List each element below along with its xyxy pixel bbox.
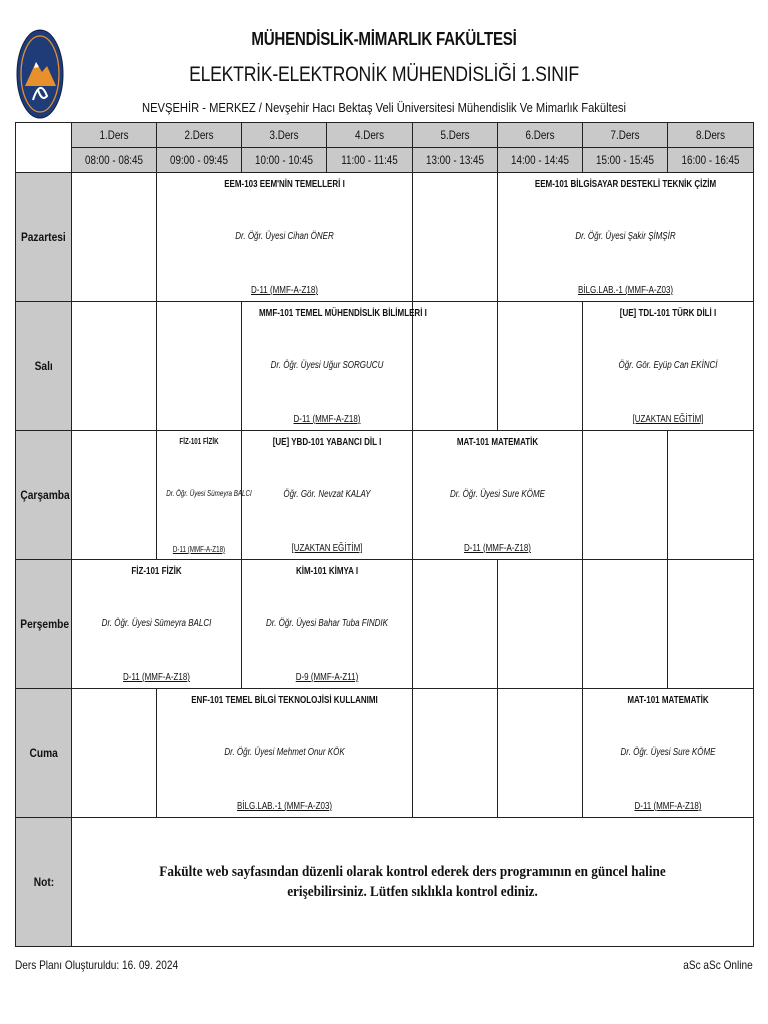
lesson-fri-mat101 <box>583 689 754 818</box>
lesson-title: ENF-101 TEMEL BİLGİ TEKNOLOJİSİ KULLANIMI <box>191 695 378 706</box>
period-8-label: 8.Ders <box>668 123 754 148</box>
class-title: ELEKTRİK-ELEKTRONİK MÜHENDİSLİĞİ 1.SINIF <box>189 63 579 86</box>
period-1-time: 08:00 - 08:45 <box>72 148 157 173</box>
lesson-title: MAT-101 MATEMATİK <box>456 437 539 448</box>
empty-slot <box>583 560 668 689</box>
period-3-label: 3.Ders <box>242 123 327 148</box>
lesson-title: [UE] TDL-101 TÜRK DİLİ I <box>619 308 717 319</box>
empty-slot <box>413 560 498 689</box>
lesson-room: D-11 (MMF-A-Z18) <box>251 285 318 296</box>
empty-slot <box>668 560 754 689</box>
lesson-instructor: Dr. Öğr. Üyesi Sümeyra BALCI <box>166 489 252 498</box>
lesson-instructor: Dr. Öğr. Üyesi Şakir ŞİMŞİR <box>575 231 676 242</box>
period-5-time: 13:00 - 13:45 <box>413 148 498 173</box>
period-1-label: 1.Ders <box>72 123 157 148</box>
lesson-instructor: Öğr. Gör. Nevzat KALAY <box>283 489 371 500</box>
empty-slot <box>498 302 583 431</box>
lesson-fri-enf101 <box>157 689 413 818</box>
lesson-instructor: Dr. Öğr. Üyesi Sure KÖME <box>450 489 545 500</box>
empty-slot <box>157 302 242 431</box>
note-label: Not: <box>16 818 72 947</box>
university-logo <box>16 28 64 120</box>
lesson-room: D-9 (MMF-A-Z11) <box>295 672 359 683</box>
period-4-time: 11:00 - 11:45 <box>327 148 413 173</box>
lesson-title: MMF-101 TEMEL MÜHENDİSLİK BİLİMLERİ I <box>259 308 427 319</box>
lesson-title: EEM-103 EEM'NİN TEMELLERİ I <box>224 179 345 190</box>
lesson-room: [UZAKTAN EĞİTİM] <box>632 414 704 425</box>
empty-slot <box>498 560 583 689</box>
day-friday: Cuma <box>16 689 72 818</box>
period-6-time: 14:00 - 14:45 <box>498 148 583 173</box>
lesson-instructor: Dr. Öğr. Üyesi Bahar Tuba FINDIK <box>266 618 388 629</box>
day-wednesday: Çarşamba <box>16 431 72 560</box>
lesson-wed-ybd101 <box>242 431 413 560</box>
lesson-room: D-11 (MMF-A-Z18) <box>172 545 226 554</box>
lesson-thu-fiz101 <box>72 560 242 689</box>
created-date: Ders Planı Oluşturuldu: 16. 09. 2024 <box>15 958 179 972</box>
lesson-title: FİZ-101 FİZİK <box>179 437 219 446</box>
lesson-instructor: Dr. Öğr. Üyesi Uğur SORGUCU <box>270 360 384 371</box>
lesson-tue-tdl101 <box>583 302 754 431</box>
empty-slot <box>498 689 583 818</box>
period-7-label: 7.Ders <box>583 123 668 148</box>
lesson-instructor: Dr. Öğr. Üyesi Sure KÖME <box>620 747 716 758</box>
lesson-title: EEM-101 BİLGİSAYAR DESTEKLİ TEKNİK ÇİZİM <box>534 179 717 190</box>
lesson-room: BİLG.LAB.-1 (MMF-A-Z03) <box>577 285 674 296</box>
period-2-time: 09:00 - 09:45 <box>157 148 242 173</box>
day-thursday: Perşembe <box>16 560 72 689</box>
lesson-instructor: Öğr. Gör. Eyüp Can EKİNCİ <box>618 360 718 371</box>
lesson-title: [UE] YBD-101 YABANCI DİL I <box>272 437 382 448</box>
lesson-instructor: Dr. Öğr. Üyesi Cihan ÖNER <box>235 231 334 242</box>
day-tuesday: Salı <box>16 302 72 431</box>
campus-subtitle: NEVŞEHİR - MERKEZ / Nevşehir Hacı Bektaş Veli Üniversitesi Mühendislik Ve Mimarlık Fakültesi <box>142 100 626 115</box>
lesson-room: BİLG.LAB.-1 (MMF-A-Z03) <box>236 801 333 812</box>
lesson-instructor: Dr. Öğr. Üyesi Sümeyra BALCI <box>101 618 212 629</box>
faculty-title: MÜHENDİSLİK-MİMARLIK FAKÜLTESİ <box>251 29 517 49</box>
period-3-time: 10:00 - 10:45 <box>242 148 327 173</box>
period-6-label: 6.Ders <box>498 123 583 148</box>
period-5-label: 5.Ders <box>413 123 498 148</box>
software-credit: aSc aSc Online <box>683 958 753 972</box>
lesson-tue-mmf101 <box>242 302 427 431</box>
empty-slot <box>413 302 498 431</box>
day-monday: Pazartesi <box>16 173 72 302</box>
empty-slot <box>413 689 498 818</box>
lesson-wed-fiz101 <box>157 431 252 560</box>
lesson-title: KİM-101 KİMYA I <box>295 566 359 577</box>
period-7-time: 15:00 - 15:45 <box>583 148 668 173</box>
empty-slot <box>583 431 668 560</box>
empty-slot <box>413 173 498 302</box>
lesson-room: D-11 (MMF-A-Z18) <box>464 543 531 554</box>
period-8-time: 16:00 - 16:45 <box>668 148 754 173</box>
period-4-label: 4.Ders <box>327 123 413 148</box>
lesson-instructor: Dr. Öğr. Üyesi Mehmet Onur KÖK <box>224 747 345 758</box>
lesson-mon-eem103 <box>157 173 413 302</box>
lesson-room: [UZAKTAN EĞİTİM] <box>291 543 363 554</box>
lesson-room: D-11 (MMF-A-Z18) <box>123 672 190 683</box>
timetable <box>15 122 754 947</box>
empty-slot <box>72 173 157 302</box>
empty-slot <box>668 431 754 560</box>
lesson-mon-eem101 <box>498 173 754 302</box>
empty-slot <box>72 302 157 431</box>
empty-slot <box>72 689 157 818</box>
lesson-title: FİZ-101 FİZİK <box>131 566 182 577</box>
corner-cell <box>16 123 72 173</box>
lesson-thu-kim101 <box>242 560 413 689</box>
lesson-room: D-11 (MMF-A-Z18) <box>293 414 361 425</box>
lesson-room: D-11 (MMF-A-Z18) <box>634 801 702 812</box>
period-2-label: 2.Ders <box>157 123 242 148</box>
empty-slot <box>72 431 157 560</box>
lesson-title: MAT-101 MATEMATİK <box>627 695 709 706</box>
lesson-wed-mat101 <box>413 431 583 560</box>
note-text: Fakülte web sayfasından düzenli olarak kontrol ederek ders programının en güncel haline erişebilirsiniz. Lütfen sıklıkla kontrol ediniz. <box>72 818 754 947</box>
